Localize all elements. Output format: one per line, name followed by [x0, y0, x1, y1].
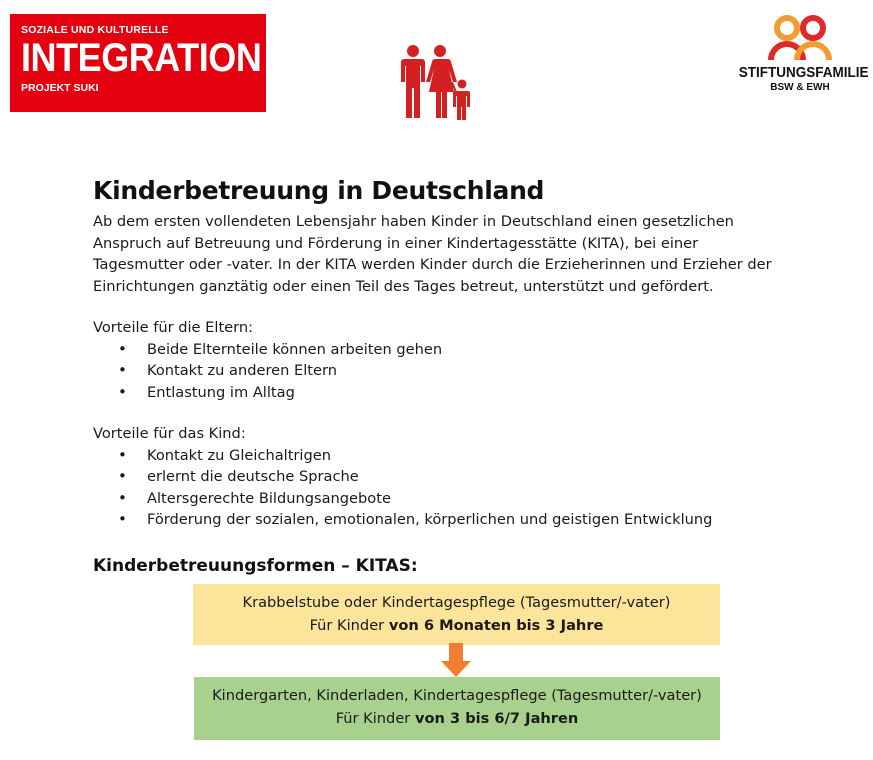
- main-content: [93, 176, 793, 530]
- forms-heading: Kinderbetreuungsformen – KITAS:: [93, 556, 418, 576]
- stiftungsfamilie-logo: [732, 12, 868, 112]
- list-item: • Beide Elternteile können arbeiten gehen: [93, 339, 793, 360]
- list-item: • Kontakt zu Gleichaltrigen: [93, 445, 793, 466]
- intro-paragraph: Ab dem ersten vollendeten Lebensjahr haben Kinder in Deutschland einen gesetzlichen Anspruch auf Betreuung und Förderung in einer Kindertagesstätte (KITA), bei einer Tagesmutter oder -vater. In der KITA werden Kinder durch die Erzieherinnen und Erzieher der Einrichtungen ganztätig oder einen Teil des Tages betreut, unterstützt und gefördert.: [93, 213, 772, 295]
- list-item: • Förderung der sozialen, emotionalen, körperlichen und geistigen Entwicklung: [93, 509, 793, 530]
- list-item: • Altersgerechte Bildungsangebote: [93, 488, 793, 509]
- age-range: von 3 bis 6/7 Jahren: [414, 710, 579, 727]
- kindergarten-age: [194, 707, 720, 730]
- krabbelstube-box: [193, 584, 720, 645]
- age-range: von 6 Monaten bis 3 Jahre: [388, 617, 604, 634]
- list-item: • Kontakt zu anderen Eltern: [93, 360, 793, 381]
- list-item: • Entlastung im Alltag: [93, 382, 793, 403]
- page-title: Kinderbetreuung in Deutschland: [93, 176, 545, 205]
- family-icon: [398, 44, 480, 120]
- age-prefix: Für Kinder: [335, 710, 415, 727]
- child-benefits-list: [93, 445, 793, 531]
- krabbelstube-title: Krabbelstube oder Kindertagespflege (Tagesmutter/-vater): [242, 594, 671, 611]
- logo-line-2: INTEGRATION: [21, 36, 262, 80]
- logo-subtitle: BSW & EWH: [770, 82, 830, 93]
- stiftungsfamilie-emblem-icon: [765, 12, 835, 62]
- suki-logo: [10, 14, 266, 112]
- logo-name: STIFTUNGSFAMILIE: [738, 64, 869, 81]
- parents-benefits-list: [93, 339, 793, 403]
- kindergarten-title: Kindergarten, Kinderladen, Kindertagespflege (Tagesmutter/-vater): [212, 687, 702, 704]
- child-benefits-label: Vorteile für das Kind:: [93, 425, 246, 443]
- logo-line-3: PROJEKT SUKI: [21, 82, 99, 94]
- parents-benefits-label: Vorteile für die Eltern:: [93, 319, 254, 337]
- list-item: • erlernt die deutsche Sprache: [93, 466, 793, 487]
- arrow-down-icon: [441, 643, 471, 677]
- age-prefix: Für Kinder: [309, 617, 389, 634]
- kindergarten-box: [194, 677, 720, 740]
- logo-line-1: SOZIALE UND KULTURELLE: [21, 24, 169, 36]
- krabbelstube-age: [193, 614, 720, 637]
